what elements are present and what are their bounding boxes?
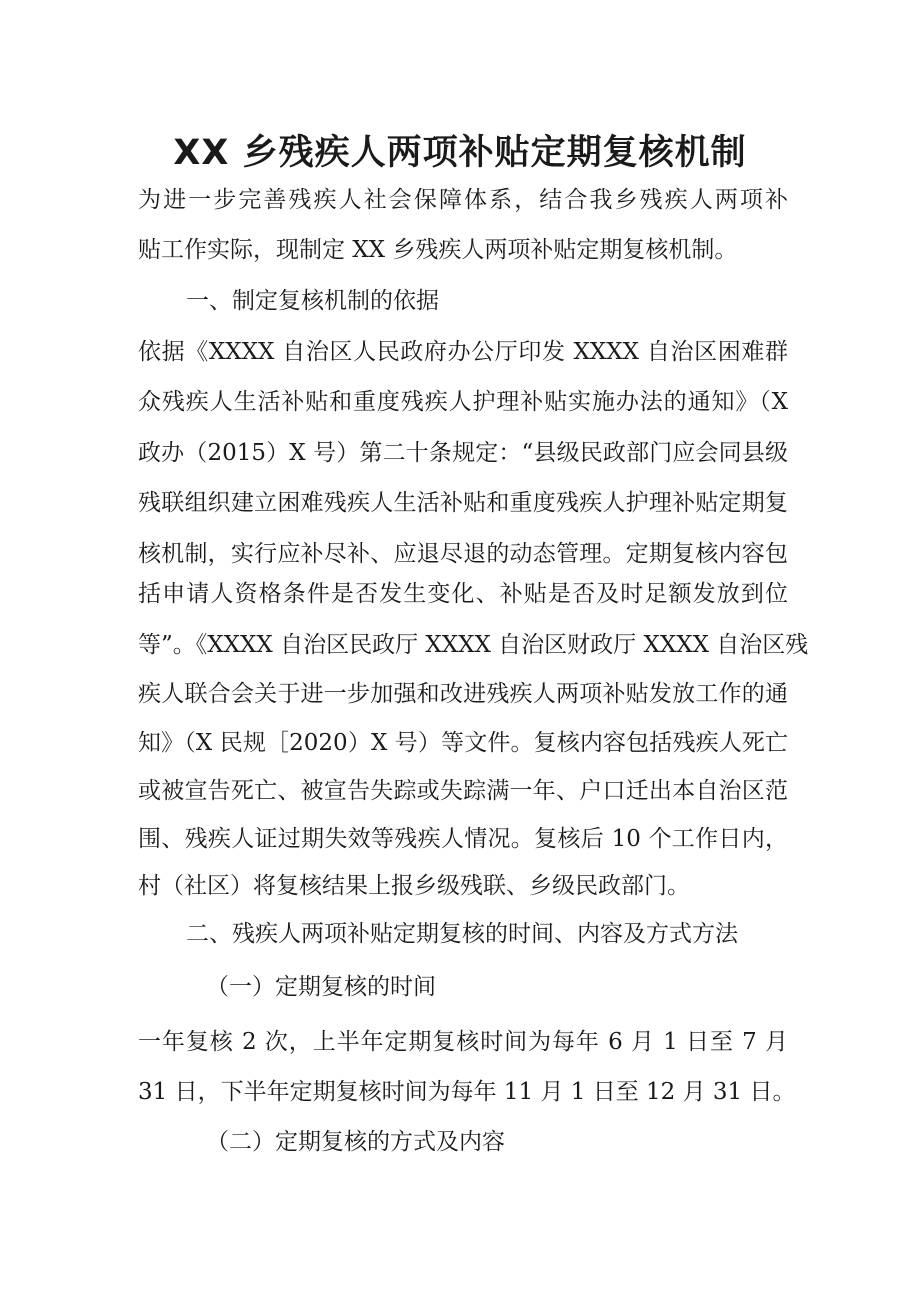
- section1-line-4: 残联组织建立困难残疾人生活补贴和重度残疾人护理补贴定期复: [138, 490, 788, 516]
- section1-line-7: 等”。《XXXX 自治区民政厅 XXXX 自治区财政厅 XXXX 自治区残: [138, 632, 809, 658]
- section2-sub2-heading: （二）定期复核的方式及内容: [206, 1129, 505, 1155]
- section1-heading: 一、制定复核机制的依据: [186, 288, 439, 314]
- section1-line-2: 众残疾人生活补贴和重度残疾人护理补贴实施办法的通知》（X: [138, 389, 788, 415]
- section2-heading: 二、残疾人两项补贴定期复核的时间、内容及方式方法: [186, 921, 738, 947]
- section1-line-12: 村（社区）将复核结果上报乡级残联、乡级民政部门。: [138, 873, 690, 899]
- section1-line-3: 政办（2015）X 号）第二十条规定：“县级民政部门应会同县级: [138, 440, 788, 466]
- section2-sub1-line-1: 一年复核 2 次，上半年定期复核时间为每年 6 月 1 日至 7 月: [138, 1029, 788, 1055]
- intro-line-2: 贴工作实际，现制定 XX 乡残疾人两项补贴定期复核机制。: [138, 237, 738, 263]
- section1-line-9: 知》（X 民规［2020）X 号）等文件。复核内容包括残疾人死亡: [138, 730, 788, 756]
- section1-line-11: 围、残疾人证过期失效等残疾人情况。复核后 10 个工作日内，: [138, 826, 788, 852]
- section1-line-10: 或被宣告死亡、被宣告失踪或失踪满一年、户口迁出本自治区范: [138, 778, 788, 804]
- section1-line-1: 依据《XXXX 自治区人民政府办公厅印发 XXXX 自治区困难群: [138, 339, 788, 365]
- section1-line-8: 疾人联合会关于进一步加强和改进残疾人两项补贴发放工作的通: [138, 681, 788, 707]
- section1-line-6: 括申请人资格条件是否发生变化、补贴是否及时足额发放到位: [138, 581, 788, 607]
- section1-line-5: 核机制，实行应补尽补、应退尽退的动态管理。定期复核内容包: [138, 541, 788, 567]
- section2-sub1-heading: （一）定期复核的时间: [206, 974, 436, 1000]
- document-title: XX 乡残疾人两项补贴定期复核机制: [173, 133, 747, 173]
- section2-sub1-line-2: 31 日，下半年定期复核时间为每年 11 月 1 日至 12 月 31 日。: [138, 1079, 796, 1105]
- intro-line-1: 为进一步完善残疾人社会保障体系，结合我乡残疾人两项补: [138, 187, 788, 213]
